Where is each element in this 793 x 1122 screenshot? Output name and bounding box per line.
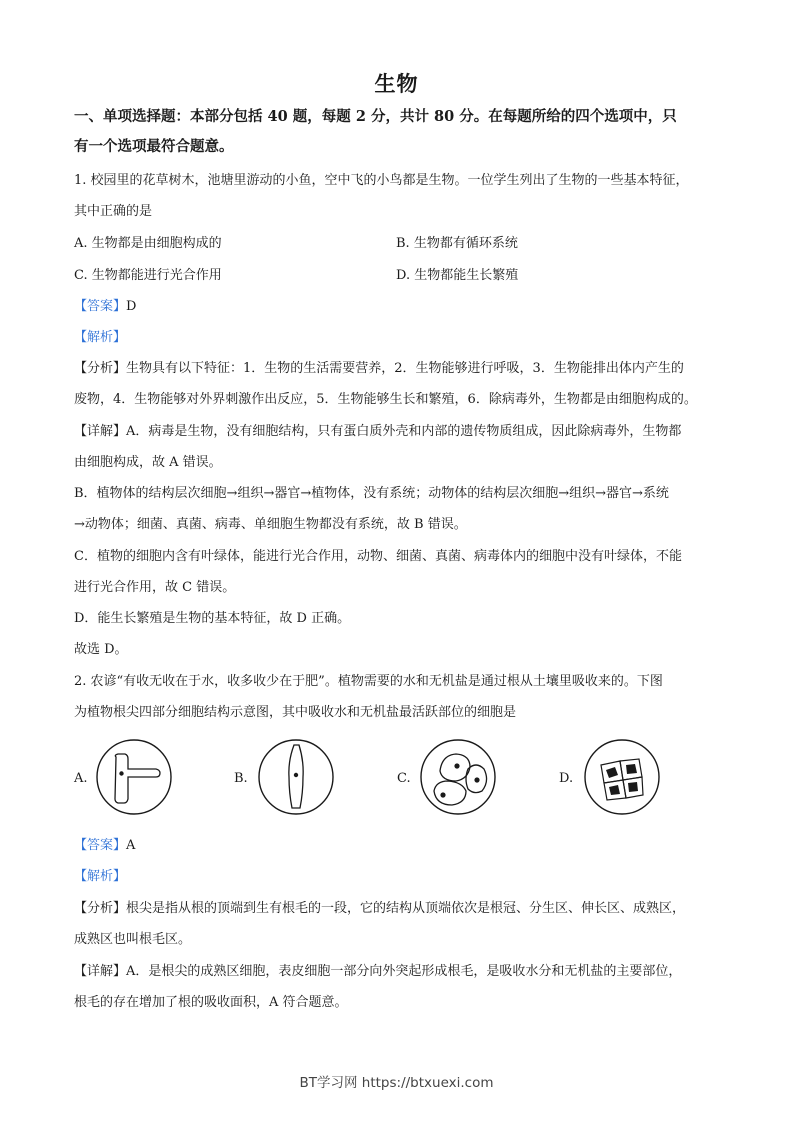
q1-xiangjie-line1 — [74, 423, 681, 441]
q1-xiangjie-line2: 由细胞构成，故 A 错误。 — [74, 455, 222, 470]
q2-answer — [74, 837, 135, 855]
footer-watermark: BT学习网 https://btxuexi.com — [299, 1075, 494, 1091]
q1-stem-line1: 1. 校园里的花草树木，池塘里游动的小鱼，空中飞的小鸟都是生物。一位学生列出了生物的一些基本特征， — [74, 173, 689, 188]
answer-value: A — [126, 838, 136, 853]
q2-analysis-heading — [74, 868, 126, 886]
answer-value: D — [126, 299, 137, 314]
q1-conclusion: 故选 D。 — [74, 642, 128, 657]
q2-stem-line2: 为植物根尖四部分细胞结构示意图，其中吸收水和无机盐最活跃部位的细胞是 — [74, 705, 517, 720]
section-heading-line2: 有一个选项最符合题意。 — [74, 138, 234, 155]
q1-answer — [74, 298, 136, 316]
q1-option-b: B. 生物都有循环系统 — [396, 236, 518, 251]
analysis-tag: 【解析】 — [74, 330, 127, 345]
figure-d-root-cap-cells — [582, 737, 662, 817]
q1-c-line1: C．植物的细胞内含有叶绿体，能进行光合作用，动物、细菌、真菌、病毒体内的细胞中没有叶绿体，不能 — [74, 549, 682, 564]
q1-fenxi-line1 — [74, 360, 684, 378]
xiangjie-tag: 【详解】 — [74, 424, 127, 439]
q2-xiangjie-line2: 根毛的存在增加了根的吸收面积，A 符合题意。 — [74, 995, 348, 1010]
q2-fenxi-line2: 成熟区也叫根毛区。 — [74, 932, 192, 947]
figure-c-meristem-cells — [418, 737, 498, 817]
fenxi-text: 生物具有以下特征：1．生物的生活需要营养，2．生物能够进行呼吸，3．生物能排出体内产生的 — [126, 361, 684, 376]
q1-option-d: D. 生物都能生长繁殖 — [396, 268, 519, 283]
page-title: 生物 — [374, 71, 419, 96]
q1-fenxi-line2: 废物，4．生物能够对外界刺激作出反应，5．生物能够生长和繁殖，6．除病毒外，生物都是由细胞构成的。 — [74, 392, 697, 407]
analysis-tag: 【解析】 — [74, 869, 127, 884]
figure-a-root-hair-cell — [94, 737, 174, 817]
q1-d-line: D．能生长繁殖是生物的基本特征，故 D 正确。 — [74, 611, 351, 626]
q1-analysis-heading — [74, 329, 126, 347]
fenxi-tag: 【分析】 — [74, 361, 127, 376]
q2-xiangjie-line1 — [74, 963, 681, 981]
q1-b-line1: B．植物体的结构层次细胞→组织→器官→植物体，没有系统；动物体的结构层次细胞→组织→器官→系统 — [74, 486, 669, 501]
q2-fenxi-line1 — [74, 900, 685, 918]
figure-b-elongation-cell — [256, 737, 336, 817]
q1-option-c: C. 生物都能进行光合作用 — [74, 268, 222, 283]
figure-a-label: A. — [74, 771, 88, 786]
xiangjie-text: A．是根尖的成熟区细胞，表皮细胞一部分向外突起形成根毛，是吸收水分和无机盐的主要部位， — [126, 964, 682, 979]
q1-b-line2: →动物体；细菌、真菌、病毒、单细胞生物都没有系统，故 B 错误。 — [74, 517, 467, 532]
answer-tag: 【答案】 — [74, 838, 127, 853]
section-heading-line1: 一、单项选择题：本部分包括 40 题，每题 2 分，共计 80 分。在每题所给的四个选项中，只 — [74, 108, 677, 125]
q1-stem-line2: 其中正确的是 — [74, 204, 153, 219]
figure-c-label: C. — [397, 771, 411, 786]
xiangjie-tag: 【详解】 — [74, 964, 127, 979]
q2-stem-line1: 2. 农谚“有收无收在于水，收多收少在于肥”。植物需要的水和无机盐是通过根从土壤里吸收来的。下图 — [74, 674, 663, 689]
answer-tag: 【答案】 — [74, 299, 127, 314]
figure-b-label: B. — [234, 771, 248, 786]
xiangjie-text: A．病毒是生物，没有细胞结构，只有蛋白质外壳和内部的遗传物质组成，因此除病毒外，生物都 — [126, 424, 682, 439]
q1-option-a: A. 生物都是由细胞构成的 — [74, 236, 222, 251]
fenxi-tag: 【分析】 — [74, 901, 127, 916]
fenxi-text: 根尖是指从根的顶端到生有根毛的一段，它的结构从顶端依次是根冠、分生区、伸长区、成熟区， — [126, 901, 686, 916]
figure-d-label: D. — [559, 771, 574, 786]
q1-c-line2: 进行光合作用，故 C 错误。 — [74, 580, 236, 595]
